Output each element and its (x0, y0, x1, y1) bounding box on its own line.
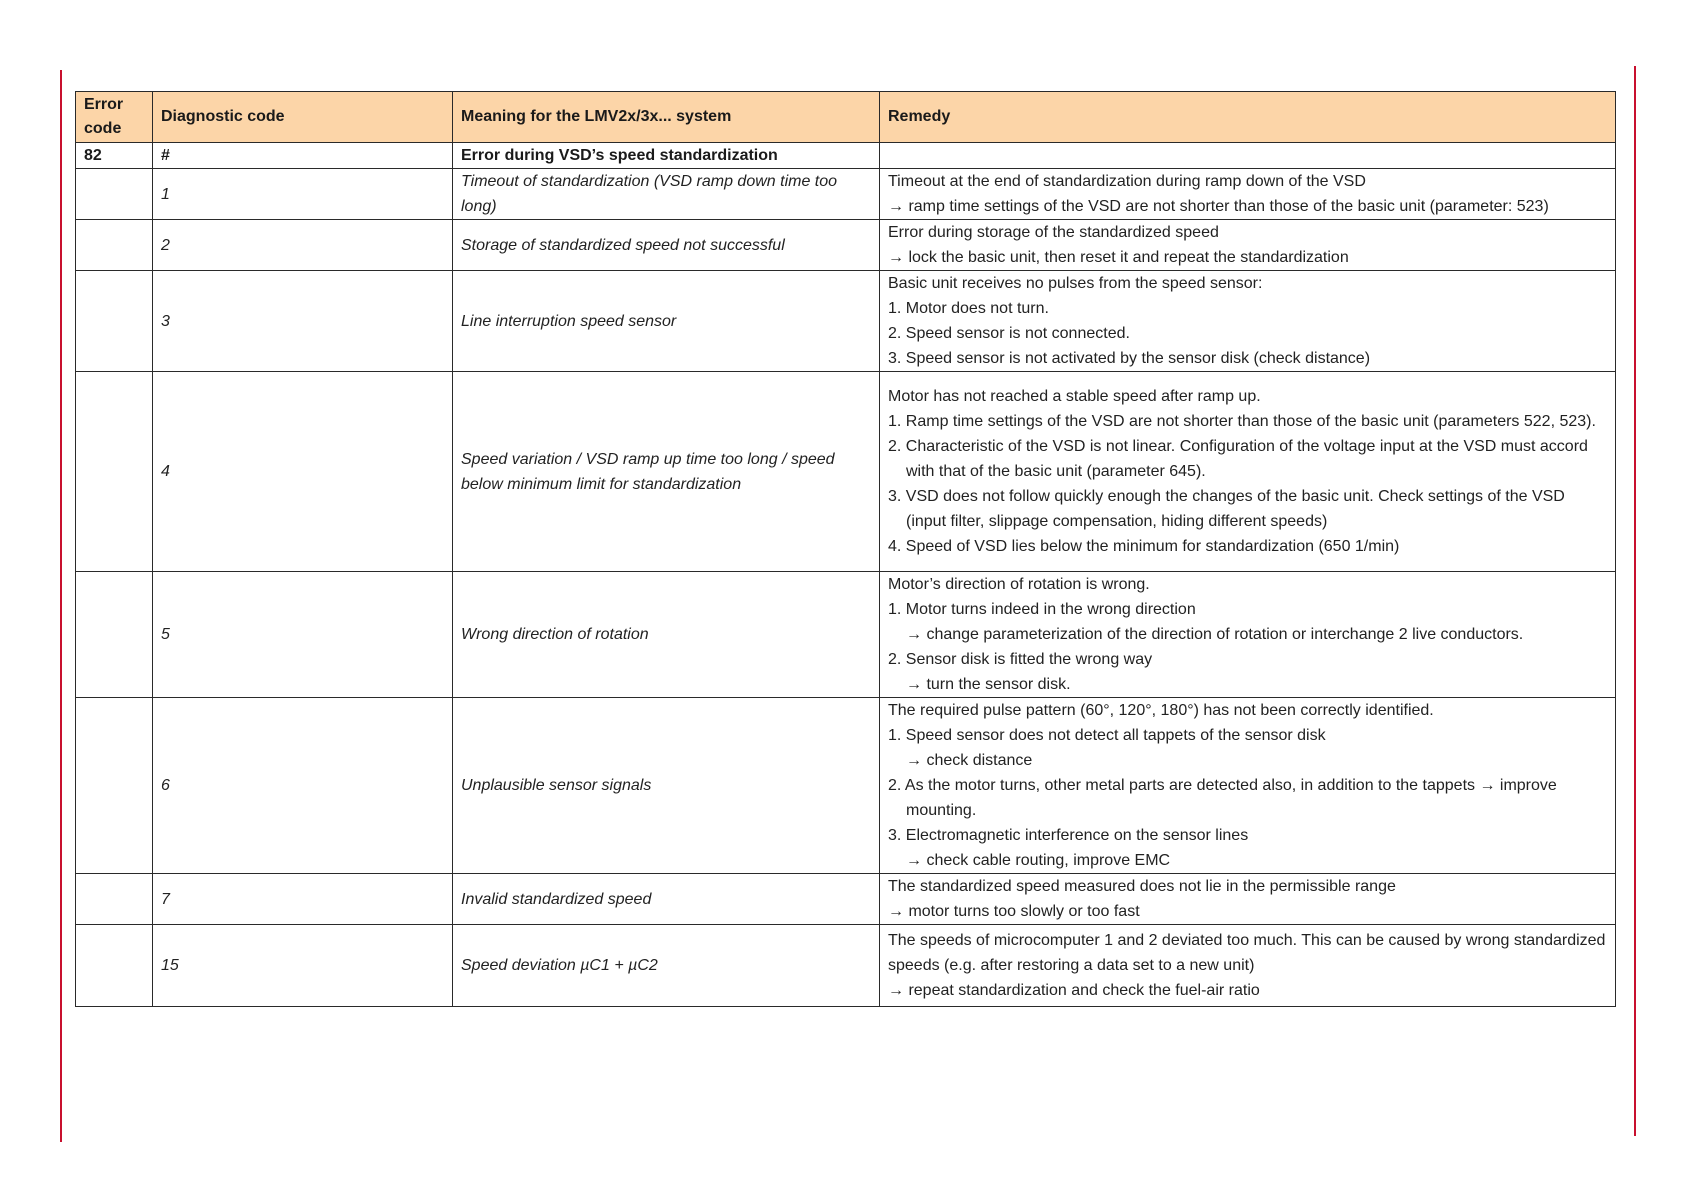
error-code-cell (76, 925, 153, 1007)
remedy-line: → change parameterization of the direction of rotation or interchange 2 live conductors. (906, 626, 1524, 643)
remedy-line: 3. VSD does not follow quickly enough the changes of the basic unit. Check settings of the VSD (input filter, slippage compensation, hiding different speeds) (888, 488, 1565, 530)
error-code-cell (76, 874, 153, 925)
remedy-cell (880, 372, 1616, 572)
remedy-line: → motor turns too slowly or too fast (888, 903, 1140, 920)
error-code-cell (76, 372, 153, 572)
meaning-cell: Storage of standardized speed not successful (453, 220, 880, 271)
remedy-line: 4. Speed of VSD lies below the minimum for standardization (650 1/min) (888, 538, 1400, 555)
remedy-line: 3. Speed sensor is not activated by the sensor disk (check distance) (888, 350, 1371, 367)
remedy-line: → repeat standardization and check the fuel-air ratio (888, 982, 1260, 999)
remedy-line: → ramp time settings of the VSD are not shorter than those of the basic unit (parameter: 523) (888, 198, 1549, 215)
table-row (76, 271, 1616, 372)
remedy-line: → lock the basic unit, then reset it and repeat the standardization (888, 249, 1349, 266)
remedy-line: Motor’s direction of rotation is wrong. (888, 576, 1150, 593)
error-group-row (76, 143, 1616, 169)
group-remedy-empty (880, 143, 1616, 169)
right-margin-line (1634, 66, 1636, 1136)
table-header-row (76, 92, 1616, 143)
meaning-cell: Speed deviation µC1 + µC2 (453, 925, 880, 1007)
diagnostic-code-cell: 7 (153, 874, 453, 925)
table-row (76, 925, 1616, 1007)
remedy-cell (880, 925, 1616, 1007)
table-row (76, 169, 1616, 220)
left-margin-line (60, 70, 62, 1142)
meaning-cell: Wrong direction of rotation (453, 572, 880, 698)
remedy-line: The required pulse pattern (60°, 120°, 180°) has not been correctly identified. (888, 702, 1434, 719)
meaning-cell: Timeout of standardization (VSD ramp down time too long) (453, 169, 880, 220)
error-code-cell (76, 572, 153, 698)
group-diagnostic-code: # (153, 143, 453, 169)
remedy-line: 2. Characteristic of the VSD is not linear. Configuration of the voltage input at the VSD must accord with that of the basic unit (parameter 645). (888, 438, 1588, 480)
error-code-cell (76, 271, 153, 372)
diagnostic-code-cell: 4 (153, 372, 453, 572)
header-error-code: Error code (76, 92, 153, 143)
remedy-cell (880, 169, 1616, 220)
remedy-line: The speeds of microcomputer 1 and 2 deviated too much. This can be caused by wrong standardized speeds (e.g. after restoring a data set to a new unit) (888, 932, 1606, 974)
remedy-cell (880, 271, 1616, 372)
remedy-line: → turn the sensor disk. (906, 676, 1071, 693)
header-remedy: Remedy (880, 92, 1616, 143)
diagnostic-table (75, 91, 1616, 1007)
remedy-line: 2. Speed sensor is not connected. (888, 325, 1130, 342)
remedy-line: Motor has not reached a stable speed after ramp up. (888, 388, 1261, 405)
diagnostic-code-cell: 5 (153, 572, 453, 698)
error-code-cell (76, 698, 153, 874)
meaning-cell: Unplausible sensor signals (453, 698, 880, 874)
remedy-cell (880, 698, 1616, 874)
diagnostic-code-cell: 1 (153, 169, 453, 220)
remedy-line: Timeout at the end of standardization during ramp down of the VSD (888, 173, 1366, 190)
table-row (76, 372, 1616, 572)
remedy-line: 1. Ramp time settings of the VSD are not shorter than those of the basic unit (parameters 522, 523). (888, 413, 1596, 430)
table-row (76, 220, 1616, 271)
error-code-cell (76, 169, 153, 220)
remedy-line: The standardized speed measured does not lie in the permissible range (888, 878, 1396, 895)
meaning-cell: Line interruption speed sensor (453, 271, 880, 372)
header-meaning: Meaning for the LMV2x/3x... system (453, 92, 880, 143)
remedy-line: 2. Sensor disk is fitted the wrong way (888, 651, 1153, 668)
error-code-cell (76, 220, 153, 271)
remedy-line: 1. Motor does not turn. (888, 300, 1049, 317)
remedy-line: 3. Electromagnetic interference on the sensor lines (888, 827, 1249, 844)
diagnostic-code-cell: 3 (153, 271, 453, 372)
remedy-cell (880, 874, 1616, 925)
group-error-code: 82 (76, 143, 153, 169)
remedy-line: 1. Motor turns indeed in the wrong direction (888, 601, 1196, 618)
remedy-cell (880, 220, 1616, 271)
remedy-line: Basic unit receives no pulses from the speed sensor: (888, 275, 1263, 292)
remedy-cell (880, 572, 1616, 698)
header-diagnostic-code: Diagnostic code (153, 92, 453, 143)
remedy-line: Error during storage of the standardized speed (888, 224, 1219, 241)
table-row (76, 874, 1616, 925)
table-row (76, 698, 1616, 874)
meaning-cell: Speed variation / VSD ramp up time too long / speed below minimum limit for standardization (453, 372, 880, 572)
meaning-cell: Invalid standardized speed (453, 874, 880, 925)
remedy-line: → check cable routing, improve EMC (906, 852, 1171, 869)
table-row (76, 572, 1616, 698)
group-title: Error during VSD’s speed standardization (453, 143, 880, 169)
remedy-line: → check distance (906, 752, 1033, 769)
remedy-line: 2. As the motor turns, other metal parts are detected also, in addition to the tappets → improve mounting. (888, 777, 1557, 819)
diagnostic-code-cell: 2 (153, 220, 453, 271)
remedy-line: 1. Speed sensor does not detect all tappets of the sensor disk (888, 727, 1326, 744)
diagnostic-code-cell: 6 (153, 698, 453, 874)
diagnostic-code-cell: 15 (153, 925, 453, 1007)
